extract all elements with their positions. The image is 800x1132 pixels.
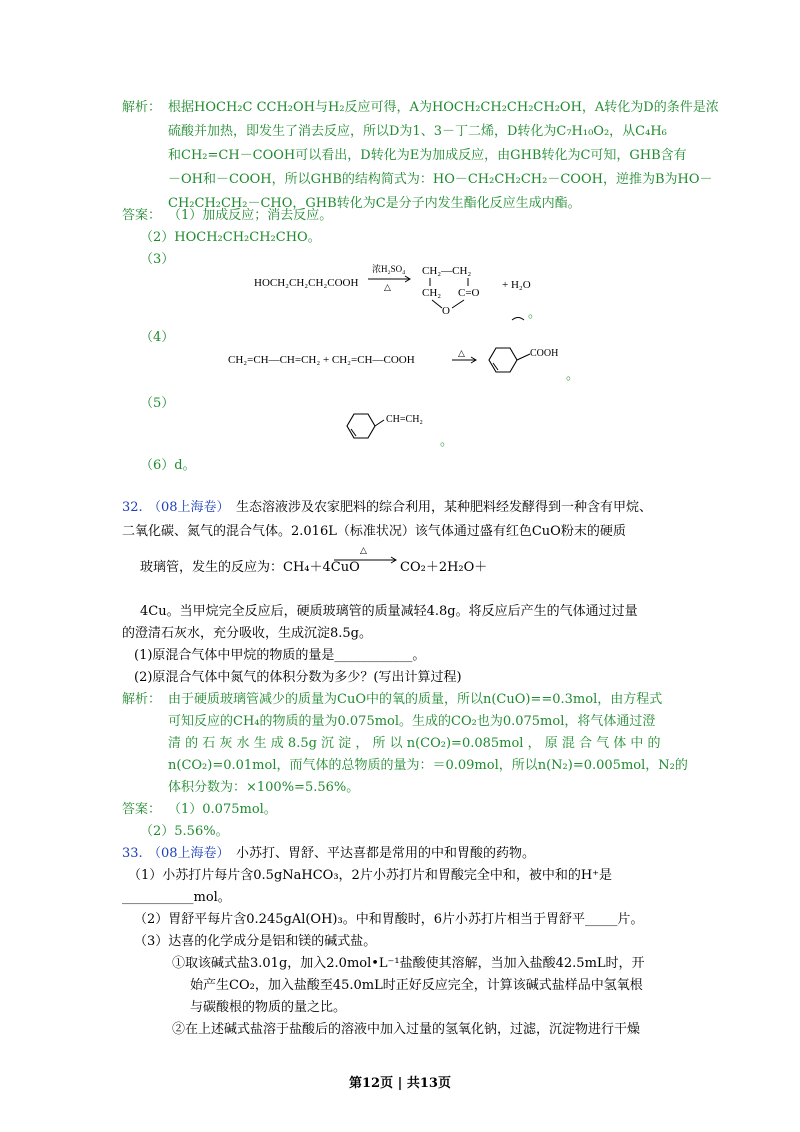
eq3-ring-top: CH₂—CH₂ bbox=[422, 265, 472, 277]
question-line: 玻璃管，发生的反应为：CH₄＋4CuO bbox=[140, 560, 360, 575]
question-line: 二氧化碳、氮气的混合气体。2.016L（标准状况）该气体通过盛有红色CuO粉末的硬质 bbox=[122, 524, 626, 539]
analysis-line: 体积分数为：×100%=5.56%。 bbox=[168, 780, 360, 795]
analysis-line: －OH和－COOH，所以GHB的结构简式为：HO－CH₂CH₂CH₂－COOH，逆推为B为HO－ bbox=[168, 172, 713, 187]
diels-alder-equation bbox=[228, 338, 568, 382]
eq3-ring-right: C=O bbox=[458, 287, 480, 299]
analysis-label: 解析： bbox=[122, 100, 162, 115]
analysis-line: 由于硬质玻璃管减少的质量为CuO中的氧的质量，所以n(CuO)==0.3mol，由方程式 bbox=[168, 692, 663, 707]
eq3-ring-o: O bbox=[442, 305, 450, 317]
page-footer: 第12页 | 共13页 bbox=[349, 1076, 451, 1091]
answer-label: 答案： bbox=[122, 802, 162, 817]
lactone-equation bbox=[250, 258, 560, 328]
analysis-label: 解析： bbox=[122, 692, 162, 707]
eq5-sub: CH=CH₂ bbox=[386, 414, 423, 425]
analysis-line: 根据HOCH₂C CCH₂OH与H₂反应可得，A为HOCH₂CH₂CH₂CH₂OH，A转化为D的条件是浓 bbox=[168, 100, 719, 115]
reaction-arrow bbox=[334, 540, 400, 570]
question-source: （08上海卷） bbox=[148, 846, 230, 861]
question-part: ___________mol。 bbox=[122, 890, 231, 905]
vinylcyclohexene-structure bbox=[342, 404, 452, 448]
question-line: 小苏打、胃舒、平达喜都是常用的中和胃酸的药物。 bbox=[236, 846, 536, 861]
eq3-end: 。 bbox=[528, 306, 542, 321]
answer-line: （4） bbox=[140, 330, 175, 345]
question-subpart: 与碳酸根的物质的量之比。 bbox=[190, 1000, 347, 1015]
question-subpart: 始产生CO₂，加入盐酸至45.0mL时正好反应完全，计算该碱式盐样品中氢氧根 bbox=[190, 978, 643, 993]
answer-line: （6）d。 bbox=[140, 458, 196, 473]
question-line: 生态溶液涉及农家肥料的综合利用，某种肥料经发酵得到一种含有甲烷、 bbox=[236, 500, 653, 515]
question-part: (2)原混合气体中氮气的体积分数为多少？(写出计算过程) bbox=[134, 670, 462, 685]
question-part: （3）达喜的化学成分是铝和镁的碱式盐。 bbox=[134, 934, 377, 949]
analysis-line: CH₂CH₂CH₂－CHO，GHB转化为C是分子内发生酯化反应生成内酯。 bbox=[168, 196, 581, 211]
eq3-condition-top: 浓H₂SO₄ bbox=[372, 264, 406, 274]
analysis-line: 和CH₂=CH－COOH可以看出，D转化为E为加成反应，由GHB转化为C可知，GHB含有 bbox=[168, 148, 687, 163]
eq3-ring-left: CH₂ bbox=[422, 287, 442, 299]
question-part: （2）胃舒平每片含0.245gAl(OH)₃。中和胃酸时，6片小苏打片相当于胃舒平_____片。 bbox=[134, 912, 644, 927]
question-part: (1)原混合气体中甲烷的物质的量是____________。 bbox=[134, 648, 426, 663]
question-line: 4Cu。当甲烷完全反应后，硬质玻璃管的质量减轻4.8g。将反应后产生的气体通过过量 bbox=[140, 604, 638, 619]
question-line: CO₂＋2H₂O＋ bbox=[400, 560, 488, 575]
question-number: 33. bbox=[122, 846, 143, 861]
eq4-condition: △ bbox=[458, 348, 465, 358]
answer-line: （3） bbox=[140, 252, 175, 267]
eq3-reactant: HOCH₂CH₂CH₂COOH bbox=[254, 277, 359, 289]
analysis-line: n(CO₂)=0.01mol，而气体的总物质的量为：＝0.09mol，所以n(N₂)=0.005mol，N₂的 bbox=[168, 758, 688, 773]
analysis-line: 清 的 石 灰 水 生 成 8.5g 沉 淀 ， 所 以 n(CO₂)=0.085mol ， 原 混 合 气 体 中 的 bbox=[168, 736, 661, 751]
analysis-line: 可知反应的CH₄的物质的量为0.075mol。生成的CO₂也为0.075mol，将气体通过澄 bbox=[168, 714, 656, 729]
question-source: （08上海卷） bbox=[148, 500, 230, 515]
answer-line: （2）HOCH₂CH₂CH₂CHO。 bbox=[140, 230, 321, 245]
question-subpart: ②在上述碱式盐溶于盐酸后的溶液中加入过量的氢氧化钠，过滤，沉淀物进行干燥 bbox=[172, 1022, 641, 1037]
question-line: 的澄清石灰水，充分吸收，生成沉淀8.5g。 bbox=[122, 626, 372, 641]
answer-line: （1）0.075mol。 bbox=[168, 802, 277, 817]
answer-line: （2）5.56%。 bbox=[140, 824, 229, 839]
question-number: 32. bbox=[122, 500, 143, 515]
reaction-condition: △ bbox=[360, 545, 367, 555]
question-part: （1）小苏打片每片含0.5gNaHCO₃，2片小苏打片和胃酸完全中和，被中和的H⁺是 bbox=[128, 868, 613, 883]
eq4-lhs: CH₂=CH—CH=CH₂ + CH₂=CH—COOH bbox=[228, 354, 415, 366]
answer-label: 答案： bbox=[122, 208, 162, 223]
answer-line: （5） bbox=[140, 396, 175, 411]
eq4-sub: COOH bbox=[530, 348, 559, 359]
eq3-condition-bottom: △ bbox=[384, 282, 391, 292]
eq3-plus-water: + H₂O bbox=[502, 279, 531, 291]
question-subpart: ①取该碱式盐3.01g，加入2.0mol•L⁻¹盐酸使其溶解，当加入盐酸42.5mL时，开 bbox=[172, 956, 645, 971]
analysis-line: 硫酸并加热，即发生了消去反应，所以D为1、3－丁二烯，D转化为C₇H₁₀O₂，从C₄H₆ bbox=[168, 124, 667, 139]
eq4-end: 。 bbox=[566, 368, 580, 383]
eq5-end: 。 bbox=[440, 434, 454, 449]
answer-line: （1）加成反应；消去反应。 bbox=[168, 208, 333, 223]
